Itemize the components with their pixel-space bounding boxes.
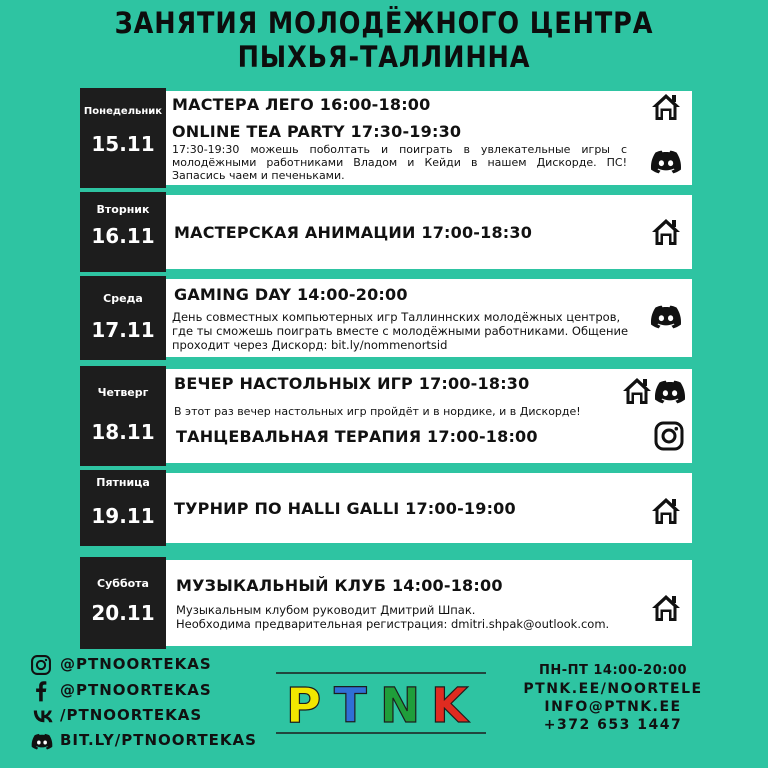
discord-icon [650, 300, 682, 332]
day-row-monday [80, 88, 692, 188]
contact-info [498, 662, 728, 734]
events-panel [166, 473, 692, 543]
social-instagram-text: @PTNOORTEKAS [60, 655, 212, 673]
phone-number: +372 653 1447 [543, 717, 683, 733]
events-panel [166, 560, 692, 646]
day-block [80, 276, 166, 360]
email-link[interactable]: INFO@PTNK.EE [544, 699, 682, 715]
event-title: МАСТЕРСКАЯ АНИМАЦИИ 17:00-18:30 [174, 223, 533, 242]
event-title: МУЗЫКАЛЬНЫЙ КЛУБ 14:00-18:00 [176, 576, 503, 595]
day-block [80, 470, 166, 546]
day-row-wednesday [80, 276, 692, 360]
instagram-icon [653, 420, 685, 452]
event-title: ТАНЦЕВАЛЬНАЯ ТЕРАПИЯ 17:00-18:00 [176, 427, 538, 446]
event-title: МАСТЕРА ЛЕГО 16:00-18:00 [172, 95, 431, 114]
day-date: 15.11 [91, 132, 155, 156]
website-link[interactable]: PTNK.EE/NOORTELE [523, 681, 703, 697]
home-icon [650, 495, 682, 527]
day-block [80, 88, 166, 188]
day-date: 20.11 [91, 601, 155, 625]
discord-icon [650, 145, 682, 177]
discord-icon [654, 375, 686, 407]
instagram-icon [30, 654, 52, 676]
event-description-line-1: Музыкальным клубом руководит Дмитрий Шпак. [176, 603, 476, 617]
event-description: В этот раз вечер настольных игр пройдёт и в нордике, и в Дискорде! [174, 405, 581, 418]
day-date: 18.11 [91, 420, 155, 444]
opening-hours: ПН-ПТ 14:00-20:00 [538, 663, 688, 678]
page-title-line-1: ЗАНЯТИЯ МОЛОДЁЖНОГО ЦЕНТРА [114, 6, 654, 40]
home-icon [650, 91, 682, 123]
day-row-tuesday [80, 192, 692, 272]
day-date: 19.11 [91, 504, 155, 528]
home-icon [650, 216, 682, 248]
day-name: Среда [103, 292, 143, 305]
day-name: Понедельник [83, 106, 163, 117]
event-title: ONLINE TEA PARTY 17:30-19:30 [172, 122, 462, 141]
events-panel [166, 369, 692, 463]
day-name: Четверг [97, 386, 149, 399]
event-title: ТУРНИР ПО HALLI GALLI 17:00-19:00 [174, 499, 516, 518]
day-name: Вторник [96, 203, 150, 216]
day-block [80, 557, 166, 649]
day-row-thursday [80, 366, 692, 466]
facebook-icon [30, 680, 52, 702]
day-date: 17.11 [91, 318, 155, 342]
event-description-line-2: Необходима предварительная регистрация: dmitri.shpak@outlook.com. [176, 617, 610, 631]
page-title-line-2: ПЫХЬЯ-ТАЛЛИННА [237, 40, 531, 74]
logo-letter: P [286, 678, 322, 734]
logo-letter: N [380, 678, 421, 734]
social-vk-text: /PTNOORTEKAS [60, 706, 203, 724]
event-description: 17:30-19:30 можешь поболтать и поиграть в увлекательные игры с молодёжными работниками Владом и Кейди в нашем Дискорде. ПС! Запасись чаем и печеньками. [172, 143, 627, 182]
day-row-friday [80, 470, 692, 546]
logo-letter: K [431, 678, 469, 734]
events-panel [166, 91, 692, 185]
home-icon [621, 375, 653, 407]
discord-icon [30, 730, 54, 752]
day-name: Суббота [97, 577, 149, 590]
ptnk-logo [276, 671, 486, 735]
day-name: Пятница [96, 476, 150, 489]
social-discord-text: BIT.LY/PTNOORTEKAS [60, 731, 257, 749]
day-block [80, 366, 166, 466]
home-icon [650, 592, 682, 624]
day-date: 16.11 [91, 224, 155, 248]
events-panel [166, 195, 692, 269]
vk-icon [30, 705, 56, 727]
event-title: ВЕЧЕР НАСТОЛЬНЫХ ИГР 17:00-18:30 [174, 374, 530, 393]
social-facebook-text: @PTNOORTEKAS [60, 681, 212, 699]
event-description: День совместных компьютерных игр Таллиннских молодёжных центров, где ты сможешь поиграть вместе с молодёжными работниками. Общение проходит через Дискорд: bit.ly/nommenortsid [172, 310, 629, 352]
event-title: GAMING DAY 14:00-20:00 [174, 285, 408, 304]
day-row-saturday [80, 557, 692, 649]
day-block [80, 192, 166, 272]
events-panel [166, 279, 692, 357]
logo-letter: T [334, 678, 367, 734]
